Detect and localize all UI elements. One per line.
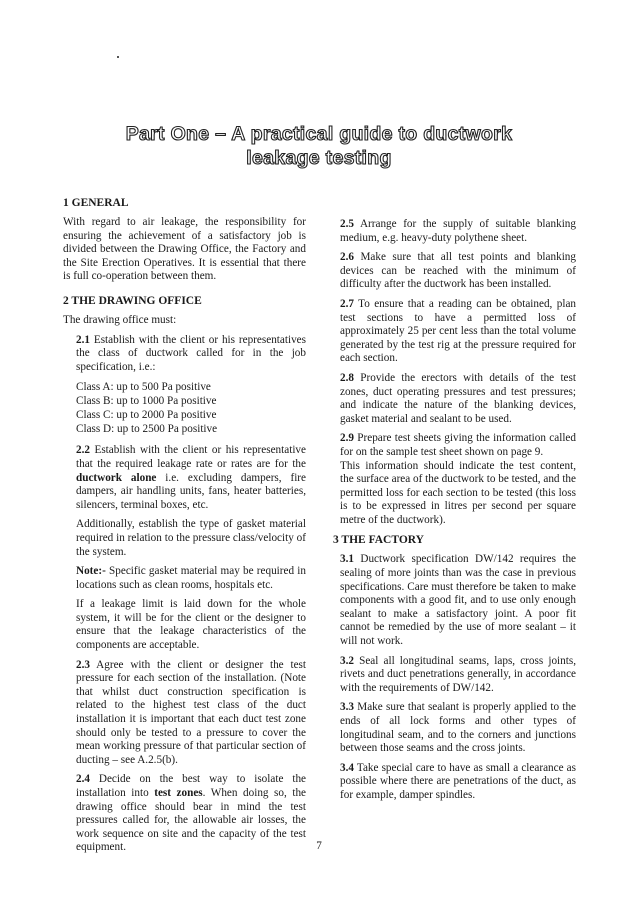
- class-d-line: Class D: up to 2500 Pa positive: [76, 423, 218, 436]
- paragraph-number: 2.3: [76, 658, 90, 671]
- paragraph-3-4: [340, 762, 576, 803]
- paragraph-text: Ductwork specification DW/142 requires the sealing of more joints than was the case in previous specifications. Care must therefore be taken to make components with a good fit, and to use only enough sealant to make a satisfactory joint. A poor fit cannot be remedied by the use of more sealant – it will not work.: [340, 553, 576, 648]
- paragraph-number: 2.6: [340, 251, 354, 264]
- section-3-heading: 3 THE FACTORY: [333, 534, 424, 547]
- paragraph-text: Make sure that all test points and blanking devices can be reached with the minimum of difficulty after the ductwork has been installed.: [340, 251, 576, 291]
- paragraph-text: Prepare test sheets giving the information called for on the sample test sheet shown on page 9.: [340, 432, 576, 458]
- title-line-1: Part One – A practical guide to ductwork: [125, 123, 513, 145]
- paragraph-text: Provide the erectors with details of the test zones, duct operating pressures and test pressures; and indicate the nature of the blanking devices, gasket material and sealant to be used.: [340, 371, 576, 425]
- paragraph-text: Agree with the client or designer the test pressure for each section of the installation. (Note that whilst duct construction specification is related to the highest test class of the duct installation it is important that each duct test zone should only be tested to a pressure to cover the mean working pressure of that particular section of ducting – see A.2.5(b).: [76, 658, 306, 766]
- paragraph-text: i.e. excluding dampers, fire dampers, air handling units, fans, heater batteries, silencers, terminal boxes, etc.: [76, 471, 306, 511]
- paragraph-2-2-additional: Additionally, establish the type of gasket material required in relation to the pressure class/velocity of the system.: [76, 518, 306, 558]
- paragraph-number: 2.1: [76, 333, 90, 346]
- left-column: [63, 196, 306, 861]
- paragraph-number: 3.1: [340, 553, 354, 566]
- title-line-2: leakage testing: [246, 147, 392, 169]
- paragraph-3-3: [340, 701, 576, 755]
- paragraph-number: 2.5: [340, 218, 354, 230]
- paragraph-3-2: [340, 655, 576, 696]
- paragraph-2-3: [76, 659, 306, 768]
- paragraph-text: Arrange for the supply of suitable blanking medium, e.g. heavy-duty polythene sheet.: [340, 218, 576, 244]
- paragraph-number: 3.2: [340, 654, 354, 667]
- paragraph-number: 2.4: [76, 773, 90, 786]
- paragraph-2-5: [340, 218, 576, 245]
- section-2-intro: The drawing office must:: [63, 313, 177, 326]
- paragraph-text: Take special care to have as small a clearance as possible where there are penetrations of the duct, as for example, damper spindles.: [340, 761, 576, 801]
- paragraph-number: 3.4: [340, 761, 354, 774]
- paragraph-number: 2.7: [340, 297, 354, 310]
- class-c-line: Class C: up to 2000 Pa positive: [76, 409, 217, 422]
- class-a-line: Class A: up to 500 Pa positive: [76, 381, 211, 394]
- page-number: 7: [316, 840, 322, 852]
- section-1-heading: 1 GENERAL: [63, 197, 129, 209]
- paragraph-2-8: [340, 372, 576, 426]
- paragraph-number: 3.3: [340, 701, 354, 714]
- page-title: [60, 122, 578, 170]
- emphasis-test-zones: test zones: [154, 787, 203, 799]
- paragraph-leakage-limit: If a leakage limit is laid down for the whole system, it will be for the client or the designer to ensure that the leakage characteristics of the components are acceptable.: [76, 598, 306, 652]
- paragraph-text: Establish with the client or his representative that the required leakage rate or rates are for the: [76, 444, 306, 470]
- paragraph-number: 2.8: [340, 371, 354, 384]
- paragraph-2-9: [340, 432, 576, 459]
- paragraph-number: 2.9: [340, 432, 354, 445]
- paragraph-2-9-continued: This information should indicate the test content, the surface area of the ductwork to be tested, and the permitted loss for each section to be tested (this loss is to be expressed in litres per second per square metre of the ductwork).: [340, 459, 576, 526]
- paragraph-text: . When doing so, the drawing office should bear in mind the test pressures called for, the allowable air losses, the work sequence on site and the capacity of the test equipment.: [76, 787, 307, 854]
- paragraph-2-1: [76, 334, 306, 375]
- paragraph-2-6: [340, 251, 576, 292]
- paragraph-2-2: [76, 444, 306, 512]
- paragraph-text: Establish with the client or his representatives the class of ductwork called for in the job specification, i.e.:: [76, 333, 306, 373]
- class-b-line: Class B: up to 1000 Pa positive: [76, 395, 217, 408]
- section-2-heading: 2 THE DRAWING OFFICE: [63, 294, 202, 307]
- emphasis-ductwork-alone: ductwork alone: [76, 471, 157, 484]
- note-paragraph: [76, 565, 306, 592]
- right-column: [333, 218, 576, 809]
- paragraph-text: Seal all longitudinal seams, laps, cross joints, rivets and duct penetrations generally, in accordance with the requirements of DW/142.: [340, 654, 576, 694]
- paragraph-text: Make sure that sealant is properly applied to the ends of all lock forms and other types of longitudinal seam, and to the corners and junctions between those seams and the cross joints.: [340, 701, 576, 755]
- paragraph-text: Decide on the best way to isolate the installation into: [76, 773, 306, 799]
- scan-speck: [117, 56, 119, 58]
- factory-section: [340, 553, 576, 802]
- note-text: Specific gasket material may be required in locations such as clean rooms, hospitals etc.: [76, 565, 306, 591]
- paragraph-3-1: [340, 553, 576, 648]
- paragraph-2-7: [340, 298, 576, 366]
- section-1-paragraph: With regard to air leakage, the responsibility for ensuring the achievement of a satisfactory job is divided between the Drawing Office, the Factory and the Site Erection Operatives. It is essential that there is full co-operation between them.: [63, 216, 306, 283]
- paragraph-number: 2.2: [76, 444, 90, 457]
- drawing-office-continued: [340, 218, 576, 527]
- paragraph-text: To ensure that a reading can be obtained, plan test sections to have a permitted loss of approximately 25 per cent less than the total volume generated by the test rig at the pressure required for each section.: [340, 297, 576, 365]
- note-label: Note:-: [76, 565, 106, 578]
